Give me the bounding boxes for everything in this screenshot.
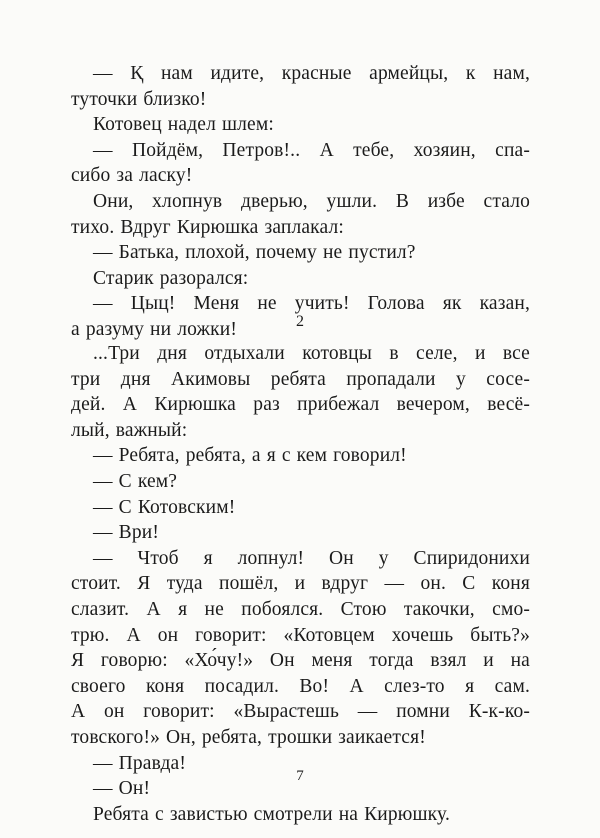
text-line: Котовец надел шлем: — [93, 114, 274, 136]
text-line: — С Котовским! — [93, 496, 236, 518]
text-line: а разуму ни ложки! — [71, 318, 238, 340]
text-line: — Правда! — [93, 752, 187, 774]
paragraph — [71, 189, 530, 240]
paragraph — [71, 469, 530, 495]
text-line: — Пойдём, Петров!.. А тебе, хозяин, спа- — [93, 139, 530, 161]
paragraph — [71, 495, 530, 521]
text-line: туточки близко! — [71, 88, 207, 110]
paragraph — [71, 266, 530, 292]
text-line: тихо. Вдруг Кирюшка заплакал: — [71, 216, 344, 238]
text-line: товского!» Он, ребята, трошки заикается! — [71, 726, 426, 748]
section-number: 2 — [296, 313, 304, 330]
text-line: три дня Акимовы ребята пропадали у сосе- — [71, 368, 530, 390]
text-line: Я говорю: «Хо́чу!» Он меня тогда взял и на — [71, 650, 530, 672]
text-line: А он говорит: «Вырастешь — помни К-к-ко- — [71, 701, 530, 723]
text-line: — Қ нам идите, красные армейцы, к нам, — [93, 63, 530, 84]
paragraph — [71, 112, 530, 138]
page-number: 7 — [296, 768, 304, 784]
paragraph — [71, 546, 530, 751]
paragraph — [71, 443, 530, 469]
text-block-part-2 — [71, 341, 530, 827]
text-line: своего коня посадил. Во! А слез-то я сам. — [71, 675, 530, 697]
text-line: сибо за ласку! — [71, 165, 193, 187]
paragraph — [71, 61, 530, 112]
text-line: Они, хлопнув дверью, ушли. В избе стало — [93, 190, 530, 212]
paragraph — [71, 240, 530, 266]
text-line: — Ври! — [93, 522, 159, 544]
paragraph — [71, 802, 530, 828]
text-line: ...Три дня отдыхали котовцы в селе, и все — [93, 343, 530, 364]
text-line: стоит. Я туда пошёл, и вдруг — он. С коня — [71, 573, 530, 595]
text-line: — Он! — [93, 778, 151, 800]
text-line: лый, важный: — [71, 419, 188, 441]
text-line: — Цыц! Меня не учить! Голова як казан, — [93, 293, 530, 315]
text-line: трю. А он говорит: «Котовцем хочешь быть?» — [71, 624, 530, 646]
text-line: — Ребята, ребята, а я с кем говорил! — [93, 445, 407, 467]
paragraph — [71, 341, 530, 443]
text-line: слазит. А я не побоялся. Стою такочки, смо- — [71, 598, 530, 620]
text-block-part-1 — [71, 61, 530, 343]
text-line: Старик разорался: — [93, 267, 249, 289]
text-line: — Батька, плохой, почему не пустил? — [93, 242, 416, 264]
text-line: дей. А Кирюшка раз прибежал вечером, весё- — [71, 394, 530, 416]
paragraph — [71, 520, 530, 546]
text-line: Ребята с завистью смотрели на Кирюшку. — [93, 803, 450, 825]
text-line: — С кем? — [93, 470, 178, 492]
text-line: — Чтоб я лопнул! Он у Спиридонихи — [93, 547, 530, 569]
paragraph — [71, 138, 530, 189]
